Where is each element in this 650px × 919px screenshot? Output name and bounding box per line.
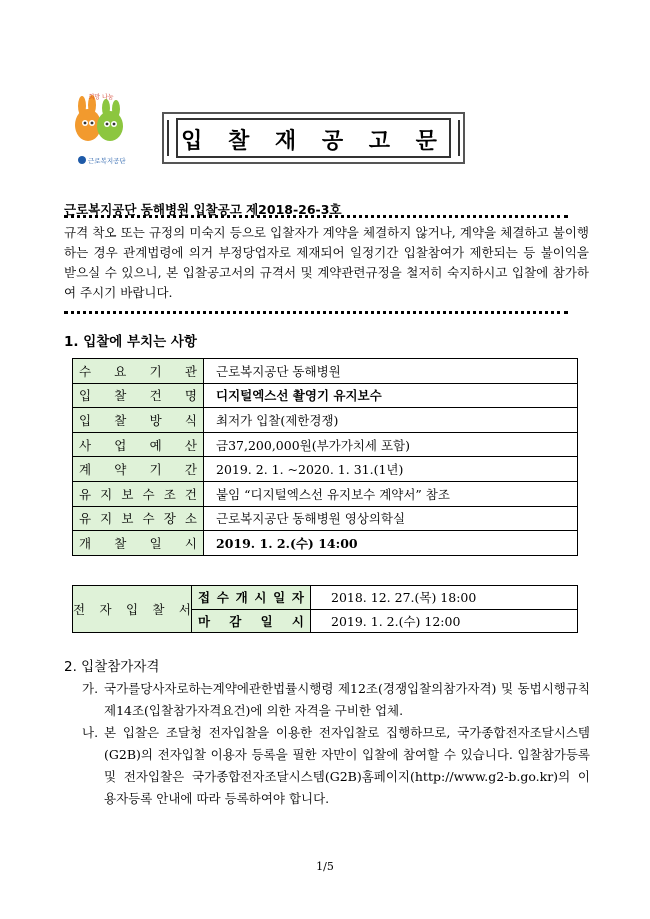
- row-value: 2019. 1. 2.(수) 14:00: [204, 531, 578, 556]
- row-key: [73, 432, 204, 457]
- table-row: [73, 432, 578, 457]
- list-marker: 나.: [82, 725, 99, 740]
- list-item: [82, 678, 590, 722]
- title-box: [162, 112, 465, 164]
- list-text: 본 입찰은 조달청 전자입찰을 이용한 전자입찰로 집행하므로, 국가종합전자조달시스템(G2B)의 전자입찰 이용자 등록을 필한 자만이 입찰에 참여할 수 있습니다. 입찰참가등록 및 전자입찰은 국가종합전자조달시스템(G2B)홈페이지(http://www.g2-b.go.kr)의 이용자등록 안내에 따라 등록하여야 합니다.: [104, 725, 590, 806]
- table-row: [73, 531, 578, 556]
- section1-heading: 1. 입찰에 부치는 사항: [64, 334, 197, 350]
- row-value: 붙임 “디지털엑스선 유지보수 계약서” 참조: [204, 481, 578, 506]
- bid-end-label-text: 마 감 일 시: [198, 613, 304, 629]
- page-number: 1/5: [316, 860, 334, 873]
- e-bid-key-text: 전 자 입 찰 서: [73, 602, 191, 617]
- row-key-text: 유 지 보 수 장 소: [79, 511, 197, 527]
- logo-org-text: 근로복지공단: [88, 157, 126, 165]
- org-logo: [68, 92, 134, 170]
- row-key: [73, 506, 204, 531]
- row-value: 디지털엑스선 촬영기 유지보수: [204, 383, 578, 408]
- row-key-text: 개 찰 일 시: [79, 535, 197, 551]
- row-value: 금37,200,000원(부가가치세 포함): [204, 432, 578, 457]
- table-row: [73, 481, 578, 506]
- table-row: [73, 359, 578, 384]
- list-item: [82, 722, 590, 810]
- e-bid-table: [72, 585, 578, 633]
- row-key-text: 입 찰 방 식: [79, 412, 197, 428]
- bid-end-label: [192, 609, 311, 633]
- row-key: [73, 481, 204, 506]
- bid-info-table: [72, 358, 578, 556]
- table-row: [73, 457, 578, 482]
- page-title: 입 찰 재 공 고 문: [181, 129, 446, 154]
- row-key-text: 사 업 예 산: [79, 437, 197, 453]
- bid-start-label-text: 접 수 개 시 일 자: [198, 590, 304, 606]
- row-value: 근로복지공단 동해병원: [204, 359, 578, 384]
- row-value: 최저가 입찰(제한경쟁): [204, 408, 578, 433]
- notice-number: 근로복지공단 동해병원 입찰공고 제2018-26-3호: [64, 202, 342, 217]
- dotted-divider-top: [64, 215, 568, 218]
- row-key: [73, 457, 204, 482]
- bid-end-value: 2019. 1. 2.(수) 12:00: [311, 609, 578, 633]
- intro-paragraph: 규격 착오 또는 규정의 미숙지 등으로 입찰자가 계약을 체결하지 않거나, 계약을 체결하고 불이행하는 경우 관계법령에 의거 부정당업자로 제재되어 일정기간 입찰참여가 제한되는 등 불이익을 받으실 수 있으니, 본 입찰공고서의 규격서 및 계약관련규정을 철저히 숙지하시고 입찰에 참가하여 주시기 바랍니다.: [64, 225, 589, 300]
- section2-heading: 2. 입찰참가자격: [64, 659, 160, 675]
- logo-top-text: 희망 나눔: [88, 94, 114, 101]
- table-row: [73, 383, 578, 408]
- table-row: [73, 408, 578, 433]
- row-key-text: 유 지 보 수 조 건: [79, 486, 197, 502]
- row-value: 2019. 2. 1. ~2020. 1. 31.(1년): [204, 457, 578, 482]
- qualification-list: [82, 678, 590, 810]
- bid-start-label: [192, 586, 311, 610]
- row-key: [73, 408, 204, 433]
- e-bid-key: [73, 586, 192, 633]
- row-key: [73, 383, 204, 408]
- row-key: [73, 359, 204, 384]
- list-marker: 가.: [82, 681, 99, 696]
- row-key-text: 입 찰 건 명: [79, 388, 197, 404]
- row-key: [73, 531, 204, 556]
- dotted-divider-bottom: [64, 311, 568, 314]
- row-value: 근로복지공단 동해병원 영상의학실: [204, 506, 578, 531]
- row-key-text: 계 약 기 간: [79, 462, 197, 478]
- list-text: 국가를당사자로하는계약에관한법률시행령 제12조(경쟁입찰의참가자격) 및 동법시행규칙 제14조(입찰참가자격요건)에 의한 자격을 구비한 업체.: [104, 681, 590, 718]
- bid-start-value: 2018. 12. 27.(목) 18:00: [311, 586, 578, 610]
- table-row: [73, 506, 578, 531]
- row-key-text: 수 요 기 관: [79, 363, 197, 379]
